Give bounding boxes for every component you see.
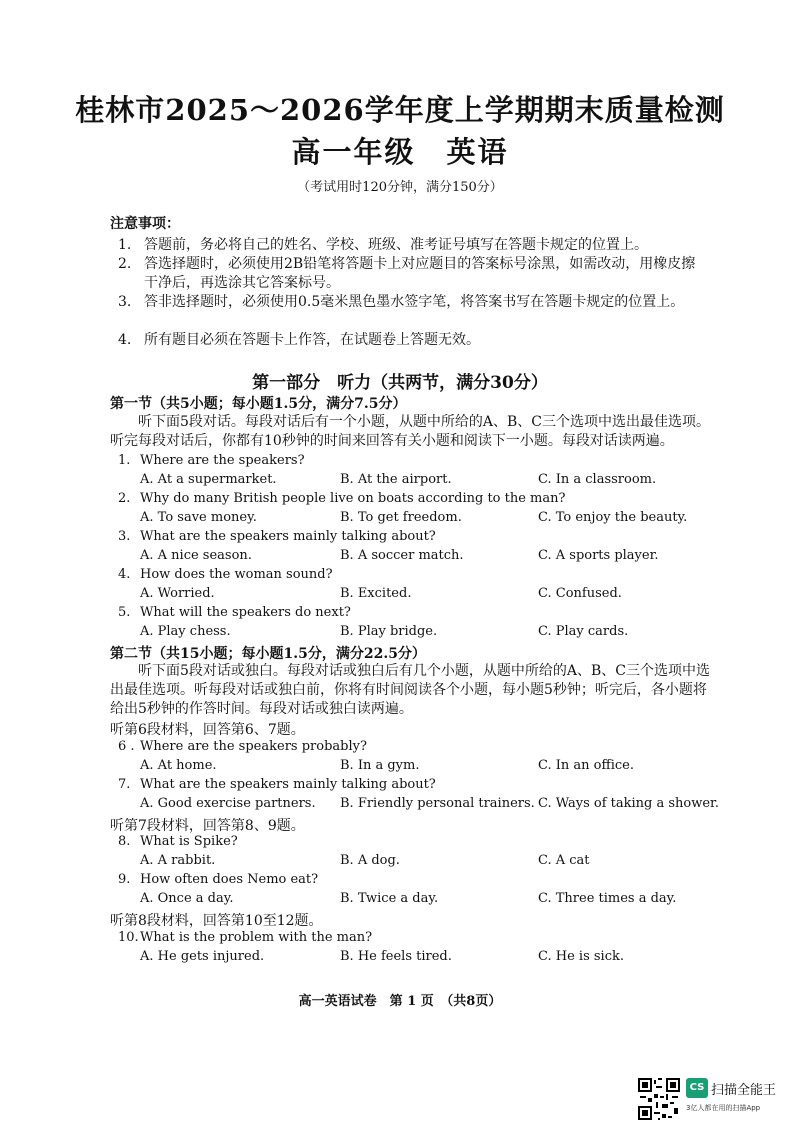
question-number: 3. [118,529,131,544]
option-a: A. Good exercise partners. [140,796,316,811]
page-footer: 高一英语试卷 第 1 页 （共8页） [298,994,502,1009]
material-note: 听第7段材料，回答第8、9题。 [110,818,305,834]
question-number: 1. [118,453,131,468]
question [118,739,367,754]
notice-item-text: 答选择题时，必须使用2B铅笔将答题卡上对应题目的答案标号涂黑，如需改动，用橡皮擦干净后，再选涂其它答案标号。 [144,256,696,291]
question [118,872,318,887]
option-c: C. Confused. [538,586,622,601]
question [118,567,333,582]
option-b: B. Excited. [340,586,412,601]
exam-title: 桂林市2025～2026学年度上学期期末质量检测 [75,93,725,127]
question-text: Where are the speakers probably? [140,739,367,754]
notice-item [118,331,718,350]
question [118,834,238,849]
notice-heading: 注意事项： [110,216,180,232]
question-number: 5. [118,605,131,620]
material-note: 听第6段材料，回答第6、7题。 [110,722,305,738]
option-a: A. A nice season. [140,548,252,563]
material-note: 听第8段材料，回答第10至12题。 [110,913,323,929]
question [118,777,436,792]
question-text: Where are the speakers? [140,453,305,468]
question-number: 6 . [118,739,135,754]
qr-code-icon [638,1078,680,1120]
notice-item [118,293,718,312]
question [118,453,305,468]
camscanner-name: 扫描全能王 [711,1083,777,1098]
option-a: A. Play chess. [140,624,231,639]
exam-info: （考试用时120分钟，满分150分） [297,180,503,195]
question-text: What will the speakers do next? [140,605,351,620]
section2-heading: 第二节（共15小题；每小题1.5分，满分22.5分） [110,646,426,662]
question-text: What is the problem with the man? [140,930,373,945]
question-number: 2. [118,491,131,506]
option-a: A. At home. [140,758,217,773]
notice-item-number: 1. [118,237,132,253]
option-b: B. In a gym. [340,758,420,773]
exam-subtitle: 高一年级 英语 [291,135,509,169]
question [118,491,565,506]
question-number: 7. [118,777,131,792]
question-text: How does the woman sound? [140,567,333,582]
camscanner-logo: CS [686,1078,708,1098]
question-text: What are the speakers mainly talking about? [140,529,436,544]
option-b: B. A soccer match. [340,548,464,563]
option-c: C. He is sick. [538,949,624,964]
question [118,529,436,544]
question-text: How often does Nemo eat? [140,872,319,887]
notice-item-text: 答题前，务必将自己的姓名、学校、班级、准考证号填写在答题卡规定的位置上。 [144,237,648,253]
question [118,930,372,945]
question [118,605,351,620]
notice-item-number: 2. [118,256,132,272]
option-c: C. Play cards. [538,624,629,639]
option-c: C. In an office. [538,758,634,773]
option-a: A. Worried. [140,586,215,601]
option-c: C. To enjoy the beauty. [538,510,688,525]
option-c: C. A cat [538,853,590,868]
section2-instructions: 听下面5段对话或独白。每段对话或独白后有几个小题，从题中所给的A、B、C三个选项中选出最佳选项。听每段对话或独白前，你将有时间阅读各个小题，每小题5秒钟；听完后，各小题将给出5秒钟的作答时间。每段对话或独白读两遍。 [110,663,711,717]
question-text: Why do many British people live on boats according to the man? [140,491,566,506]
question-number: 8. [118,834,131,849]
option-c: C. A sports player. [538,548,659,563]
option-b: B. He feels tired. [340,949,452,964]
option-a: A. He gets injured. [140,949,265,964]
question-text: What is Spike? [140,834,238,849]
notice-item-text: 所有题目必须在答题卡上作答，在试题卷上答题无效。 [144,332,480,348]
option-b: B. At the airport. [340,472,452,487]
notice-item-number: 4. [118,332,132,348]
option-b: B. Twice a day. [340,891,439,906]
notice-item-number: 3. [118,294,132,310]
section1-heading: 第一节（共5小题；每小题1.5分，满分7.5分） [110,396,407,412]
notice-item-text: 答非选择题时，必须使用0.5毫米黑色墨水签字笔，将答案书写在答题卡规定的位置上。 [144,294,685,310]
option-b: B. Play bridge. [340,624,438,639]
option-b: B. To get freedom. [340,510,462,525]
option-b: B. A dog. [340,853,400,868]
question-number: 9. [118,872,131,887]
option-c: C. Ways of taking a shower. [538,796,719,811]
option-c: C. Three times a day. [538,891,677,906]
question-number: 10. [118,930,139,945]
option-a: A. Once a day. [140,891,234,906]
option-a: A. A rabbit. [140,853,216,868]
camscanner-tagline: 3亿人都在用的扫描App [686,1104,761,1112]
question-number: 4. [118,567,131,582]
part1-title: 第一部分 听力（共两节，满分30分） [252,373,548,393]
option-c: C. In a classroom. [538,472,657,487]
option-a: A. To save money. [140,510,257,525]
option-b: B. Friendly personal trainers. [340,796,535,811]
notice-item [118,255,718,293]
section1-instructions: 听下面5段对话。每段对话后有一个小题，从题中所给的A、B、C三个选项中选出最佳选项。听完每段对话后，你都有10秒钟的时间来回答有关小题和阅读下一小题。每段对话读两遍。 [110,414,711,449]
question-text: What are the speakers mainly talking about? [140,777,436,792]
notice-item [118,236,718,255]
option-a: A. At a supermarket. [140,472,277,487]
